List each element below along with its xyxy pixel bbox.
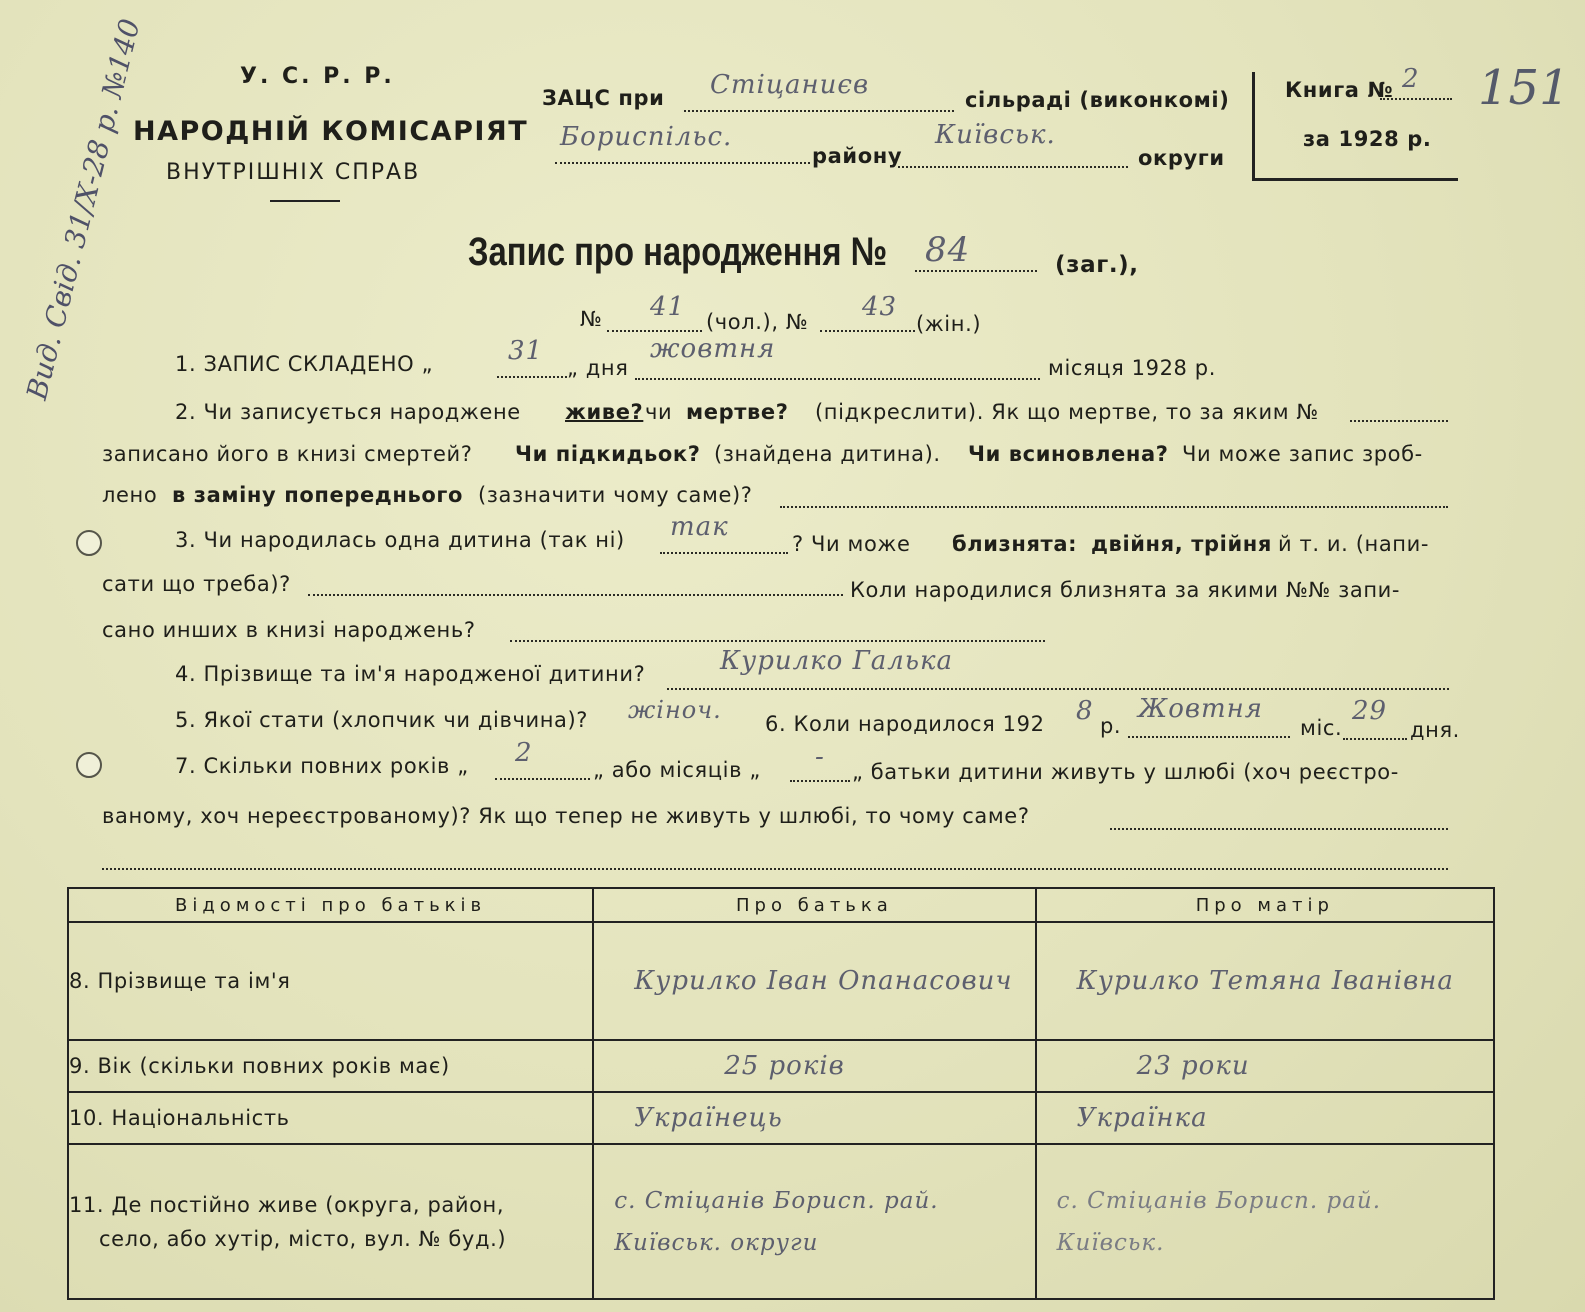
table-row bbox=[68, 922, 1494, 1040]
q1-day-label: „ дня bbox=[567, 356, 629, 380]
title-dots bbox=[915, 270, 1037, 272]
department-label: ВНУТРІШНІХ СПРАВ bbox=[166, 160, 421, 185]
q3-line1-c: й т. и. (напи- bbox=[1278, 532, 1430, 556]
father-cell bbox=[593, 1040, 1035, 1092]
father-cell bbox=[593, 1144, 1035, 1299]
q7-mid: „ або місяців „ bbox=[593, 758, 761, 782]
row-label: 9. Вік (скільки повних років має) bbox=[68, 1040, 593, 1092]
q1-day-hand: 31 bbox=[508, 336, 544, 366]
male-no-label: № bbox=[580, 307, 603, 331]
punch-hole bbox=[76, 752, 102, 778]
divider bbox=[270, 200, 340, 202]
father-cell bbox=[593, 922, 1035, 1040]
male-label: (чол.), № bbox=[706, 310, 809, 334]
q6-day-tail: дня. bbox=[1410, 718, 1460, 742]
header-mother: Про матір bbox=[1036, 888, 1494, 922]
district-dots bbox=[555, 162, 810, 164]
father-cell bbox=[593, 1092, 1035, 1144]
q5-sex-hand: жіноч. bbox=[628, 696, 722, 724]
q2-line2-b: (знайдена дитина). bbox=[714, 442, 941, 466]
q4-hand: Курилко Галька bbox=[720, 646, 954, 676]
book-hand: 2 bbox=[1402, 64, 1420, 94]
father-address-hand: с. Стіцанів Борисп. рай. Київськ. округи bbox=[614, 1187, 939, 1256]
q6-year-tail: р. bbox=[1100, 714, 1122, 738]
mother-cell bbox=[1036, 922, 1494, 1040]
zats-label: ЗАЦС при bbox=[542, 86, 665, 110]
q3-line3: сано инших в книзі народжень? bbox=[102, 618, 476, 642]
page-number: 151 bbox=[1478, 60, 1570, 116]
mother-cell bbox=[1036, 1144, 1494, 1299]
q6-day-hand: 29 bbox=[1352, 696, 1388, 726]
commissariat-label: НАРОДНІЙ КОМІСАРІЯТ bbox=[133, 116, 529, 147]
q1-month-hand: жовтня bbox=[650, 334, 776, 364]
q7-dots3 bbox=[102, 868, 1448, 870]
mother-cell bbox=[1036, 1040, 1494, 1092]
parents-table bbox=[67, 887, 1495, 1300]
q2-dead: мертве? bbox=[686, 400, 789, 424]
okrug-dots bbox=[898, 166, 1128, 168]
q2-dots1 bbox=[1350, 420, 1448, 422]
q2-line1-a: 2. Чи записується народжене bbox=[175, 400, 521, 424]
council-label: сільраді (виконкомі) bbox=[965, 88, 1230, 112]
female-label: (жін.) bbox=[916, 312, 982, 336]
q7-months-dots bbox=[790, 780, 850, 782]
mother-age-hand: 23 роки bbox=[1136, 1051, 1250, 1081]
zats-dots bbox=[684, 110, 954, 112]
q1-day-dots bbox=[497, 376, 567, 378]
q2-line2-c: Чи може запис зроб- bbox=[1182, 442, 1423, 466]
q3-dots2 bbox=[308, 594, 843, 596]
q6-year-hand: 8 bbox=[1076, 696, 1094, 726]
q5-label: 5. Якої стати (хлопчик чи дівчина)? bbox=[175, 708, 589, 732]
q3-one-hand: так bbox=[670, 512, 729, 542]
row-label: 8. Прізвище та ім'я bbox=[68, 922, 593, 1040]
q6-month-dots bbox=[1128, 736, 1290, 738]
q4-dots bbox=[667, 688, 1449, 690]
q3-line1-a: 3. Чи народилась одна дитина (так ні) bbox=[175, 528, 625, 552]
q1-label: 1. ЗАПИС СКЛАДЕНО „ bbox=[175, 352, 434, 376]
q7-label: 7. Скільки повних років „ bbox=[175, 754, 469, 778]
title-suffix: (заг.), bbox=[1055, 252, 1139, 278]
father-nationality-hand: Українець bbox=[634, 1103, 783, 1133]
row-label: 10. Національність bbox=[68, 1092, 593, 1144]
q6-label: 6. Коли народилося 192 bbox=[765, 712, 1045, 736]
district-hand: Бориспільс. bbox=[560, 122, 733, 152]
q7-months-hand: - bbox=[815, 742, 825, 772]
q3-twins: близнята: bbox=[952, 532, 1078, 556]
q3-dots3 bbox=[510, 640, 1045, 642]
q7-tail: „ батьки дитини живуть у шлюбі (хоч реєстро- bbox=[852, 760, 1399, 784]
q3-line2-a: сати що треба)? bbox=[102, 572, 291, 596]
mother-nationality-hand: Українка bbox=[1076, 1103, 1208, 1133]
mother-name-hand: Курилко Тетяна Іванівна bbox=[1076, 966, 1454, 996]
republic-label: У. С. Р. Р. bbox=[240, 64, 395, 89]
female-number-hand: 43 bbox=[862, 292, 898, 322]
male-number-hand: 41 bbox=[650, 292, 686, 322]
row-label-line1: 11. Де постійно живе (округа, район, bbox=[69, 1192, 505, 1217]
q2-line1-c: (підкреслити). Як що мертве, то за яким № bbox=[815, 400, 1319, 424]
q1-tail: місяця 1928 р. bbox=[1048, 356, 1216, 380]
father-name-hand: Курилко Іван Опанасович bbox=[634, 966, 1013, 996]
zats-hand: Стіцаниєв bbox=[710, 70, 870, 100]
q2-line2-a: записано його в книзі смертей? bbox=[102, 442, 473, 466]
table-row bbox=[68, 1040, 1494, 1092]
q3-one-dots bbox=[660, 552, 788, 554]
header-father: Про батька bbox=[593, 888, 1035, 922]
punch-hole bbox=[76, 530, 102, 556]
q3-line1-b: ? Чи може bbox=[792, 532, 911, 556]
q2-line1-b: чи bbox=[645, 400, 673, 424]
table-row bbox=[68, 1092, 1494, 1144]
q3-line2-b: Коли народилися близнята за якими №№ запи- bbox=[850, 578, 1401, 602]
male-dots bbox=[607, 330, 702, 332]
q2-line3-b: (зазначити чому саме)? bbox=[478, 483, 753, 507]
q7-years-dots bbox=[495, 778, 590, 780]
q3-twins2: двійня, трійня bbox=[1091, 532, 1272, 556]
row-label bbox=[68, 1144, 593, 1299]
okrug-label: округи bbox=[1138, 146, 1225, 170]
book-year: за 1928 р. bbox=[1303, 127, 1432, 151]
district-label: району bbox=[812, 144, 903, 168]
q2-replace: в заміну попереднього bbox=[172, 483, 463, 507]
header-info: Відомості про батьків bbox=[68, 888, 593, 922]
mother-address-hand: с. Стіцанів Борисп. рай. Київськ. bbox=[1056, 1187, 1382, 1256]
q2-foundling: Чи підкидьок? bbox=[515, 442, 701, 466]
table-row bbox=[68, 1144, 1494, 1299]
female-dots bbox=[820, 330, 915, 332]
q2-alive: живе? bbox=[565, 400, 644, 424]
q6-month-hand: Жовтня bbox=[1138, 694, 1263, 724]
q7-dots2 bbox=[1110, 828, 1448, 830]
table-header-row bbox=[68, 888, 1494, 922]
q2-adopted: Чи всиновлена? bbox=[968, 442, 1169, 466]
q1-month-dots bbox=[635, 378, 1040, 380]
book-dots bbox=[1380, 98, 1452, 100]
q4-label: 4. Прізвище та ім'я народженої дитини? bbox=[175, 662, 646, 686]
side-note: Вид. Свід. 31/Х-28 р. №140 bbox=[20, 15, 147, 403]
book-label: Книга № bbox=[1285, 78, 1394, 102]
father-age-hand: 25 років bbox=[724, 1051, 845, 1081]
q2-line3-a: лено bbox=[102, 483, 158, 507]
okrug-hand: Київськ. bbox=[935, 120, 1056, 150]
q6-mis: міс. bbox=[1300, 716, 1343, 740]
q7-years-hand: 2 bbox=[515, 738, 533, 768]
q6-day-dots bbox=[1343, 738, 1407, 740]
q2-dots3 bbox=[780, 506, 1448, 508]
mother-cell bbox=[1036, 1092, 1494, 1144]
record-title: Запис про народження № bbox=[468, 230, 888, 274]
q7-line2: ваному, хоч нереєстрованому)? Як що тепер не живуть у шлюбі, то чому саме? bbox=[102, 804, 1030, 828]
row-label-line2: село, або хутір, місто, вул. № буд.) bbox=[99, 1226, 507, 1251]
record-number-hand: 84 bbox=[925, 230, 971, 270]
